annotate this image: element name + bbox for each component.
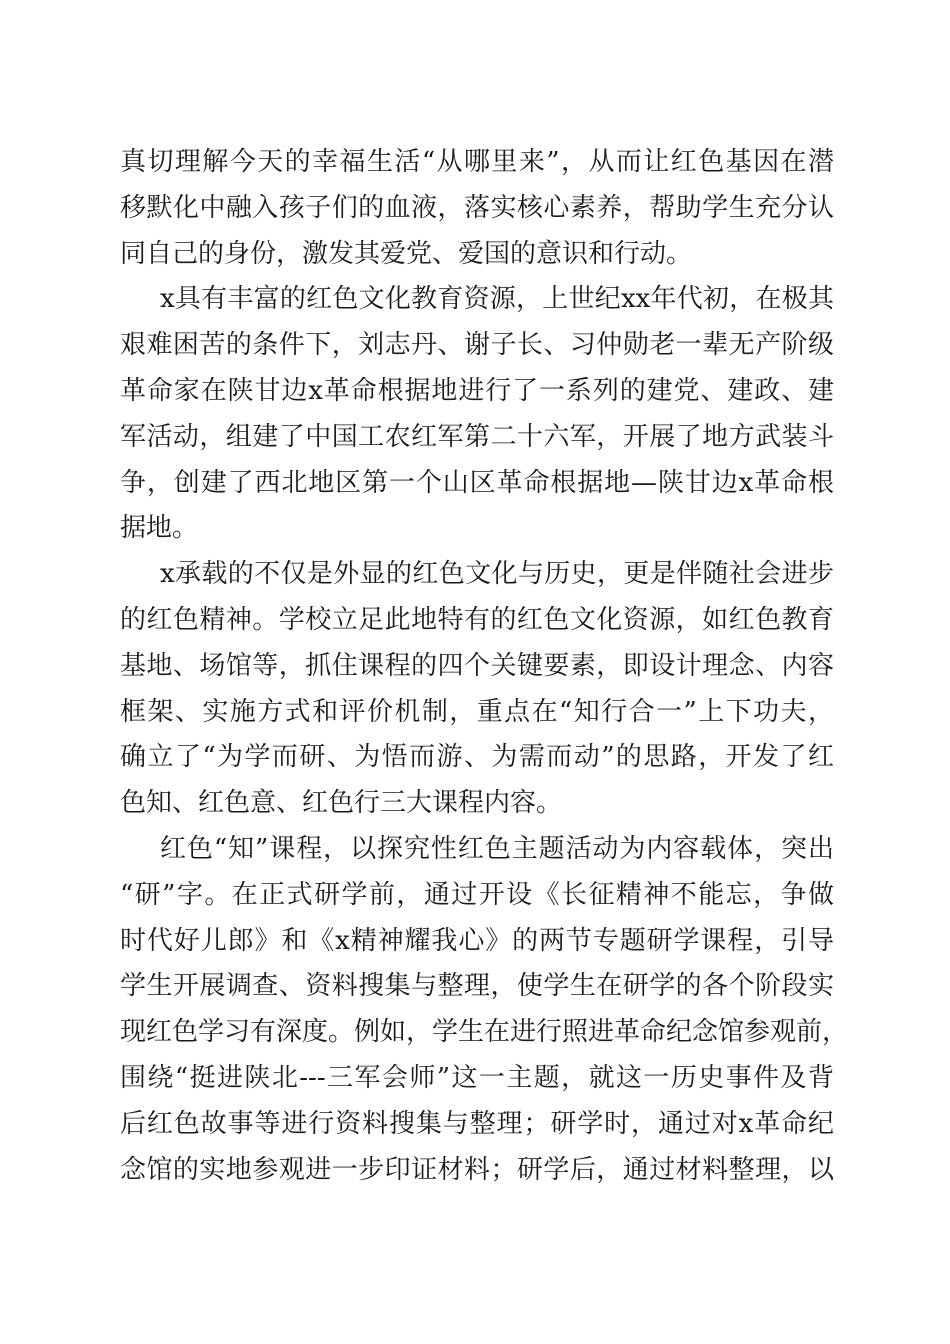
text-line: 后红色故事等进行资料搜集与整理；研学时，通过对x革命纪 [120, 1108, 834, 1139]
text-line: 围绕“挺进陕北---三军会师”这一主题，就这一历史事件及背 [120, 1062, 834, 1093]
text-line: 真切理解今天的幸福生活“从哪里来”，从而让红色基因在潜 [120, 147, 834, 177]
text-line: “研”字。在正式研学前，通过开设《长征精神不能忘，争做 [120, 879, 834, 910]
text-line: 学生开展调查、资料搜集与整理，使学生在研学的各个阶段实 [120, 971, 834, 1002]
text-line: 念馆的实地参观进一步印证材料；研学后，通过材料整理，以 [120, 1154, 834, 1185]
body-text [120, 140, 849, 1193]
text-line: 确立了“为学而研、为悟而游、为需而动”的思路，开发了红 [120, 742, 834, 773]
text-line: x承载的不仅是外显的红色文化与历史，更是伴随社会进步 [160, 559, 834, 590]
text-line: 据地。 [120, 513, 199, 544]
text-line: 红色“知”课程，以探究性红色主题活动为内容载体，突出 [160, 833, 834, 864]
text-line: 框架、实施方式和评价机制，重点在“知行合一”上下功夫， [120, 696, 834, 727]
text-line: 色知、红色意、红色行三大课程内容。 [120, 788, 563, 819]
text-line: x具有丰富的红色文化教育资源，上世纪xx年代初，在极其 [160, 284, 834, 315]
text-line: 艰难困苦的条件下，刘志丹、谢子长、习仲勋老一辈无产阶级 [120, 330, 834, 361]
text-line: 时代好儿郎》和《x精神耀我心》的两节专题研学课程，引导 [120, 925, 834, 956]
text-line: 争，创建了西北地区第一个山区革命根据地—陕甘边x革命根 [120, 467, 834, 498]
text-line: 革命家在陕甘边x革命根据地进行了一系列的建党、建政、建 [120, 375, 834, 406]
text-line: 的红色精神。学校立足此地特有的红色文化资源，如红色教育 [120, 604, 834, 635]
text-line: 同自己的身份，激发其爱党、爱国的意识和行动。 [120, 238, 693, 269]
text-line: 军活动，组建了中国工农红军第二十六军，开展了地方武装斗 [120, 421, 834, 452]
text-line: 移默化中融入孩子们的血液，落实核心素养，帮助学生充分认 [120, 192, 834, 223]
text-line: 现红色学习有深度。例如，学生在进行照进革命纪念馆参观前， [120, 1017, 849, 1048]
text-line: 基地、场馆等，抓住课程的四个关键要素，即设计理念、内容 [120, 650, 834, 681]
